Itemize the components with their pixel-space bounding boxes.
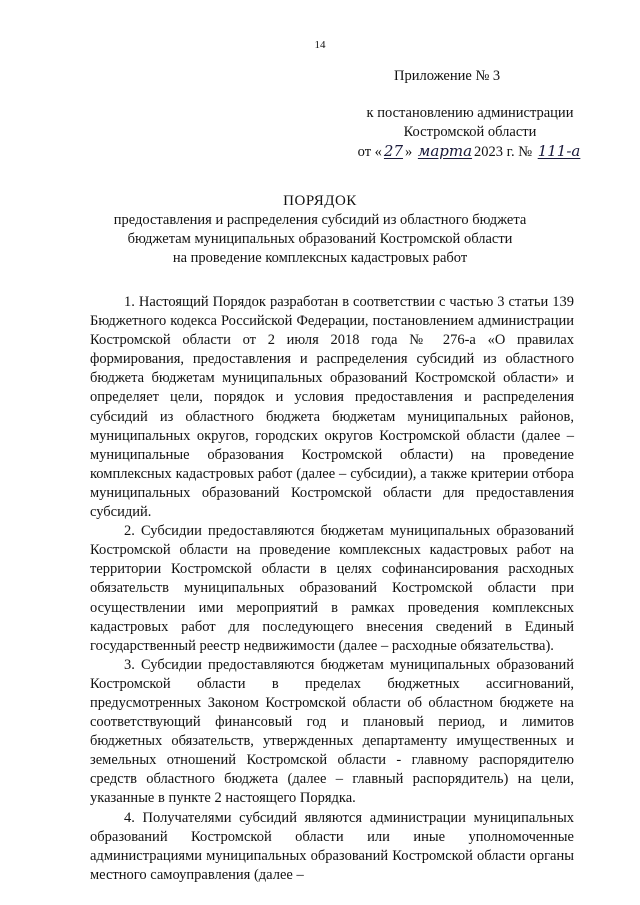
document-subtitle-line-2: бюджетам муниципальных образований Костромской области [127, 231, 513, 247]
document-title-block [0, 191, 640, 268]
date-quote-close: » [405, 144, 413, 160]
resolution-line-1: к постановлению администрации [366, 105, 574, 121]
document-subtitle-line-1: предоставления и распределения субсидий из областного бюджета [113, 212, 527, 228]
paragraph-1: 1. Настоящий Порядок разработан в соответствии с частью 3 статьи 139 Бюджетного кодекса Российской Федерации, постановлением администрации Костромской области от 2 июля 2018 года № 276-а «О правилах формирования, предоставления и распределения субсидий из областного бюджета бюджетам муниципальных образований Костромской области» и определяет цели, порядок и условия предоставления и распределения субсидий из областного бюджета бюджетам муниципальных районов, муниципальных округов, городских округов Костромской области (далее – муниципальные образования Костромской области) на проведение комплексных кадастровых работ (далее – субсидии), а также критерии отбора муниципальных образований Костромской области для предоставления субсидий. [90, 294, 574, 521]
paragraph-4: 4. Получателями субсидий являются администрации муниципальных образований Костромской области или иные уполномоченные администрациями муниципальных образований Костромской области органы местного самоуправления (далее – [90, 809, 574, 883]
handwritten-doc-number: 111-а [537, 142, 581, 160]
document-subtitle-line-3: на проведение комплексных кадастровых работ [172, 250, 468, 266]
resolution-line-2: Костромской области [403, 124, 537, 140]
handwritten-month: марта [417, 142, 473, 160]
page-number: 14 [314, 39, 326, 51]
date-year: 2023 г. № [474, 144, 533, 160]
resolution-reference [340, 104, 600, 162]
paragraph-2: 2. Субсидии предоставляются бюджетам муниципальных образований Костромской области на проведение комплексных кадастровых работ на территории Костромской области в целях софинансирования расходных обязательств муниципальных образований Костромской области при осуществлении ими мероприятий в рамках проведения комплексных кадастровых работ для последующего внесения сведений в Единый государственный реестр недвижимости (далее – расходные обязательства). [90, 523, 574, 654]
document-body [90, 293, 574, 885]
paragraph-3: 3. Субсидии предоставляются бюджетам муниципальных образований Костромской области в пределах бюджетных ассигнований, предусмотренных Законом Костромской области об областном бюджете на соответствующий финансовый год и плановый период, и лимитов бюджетных обязательств, утвержденных департаменту имущественных и земельных отношений Костромской области - главному распорядителю средств областного бюджета (далее – главный распорядитель) на цели, указанные в пункте 2 настоящего Порядка. [90, 656, 574, 807]
document-title: ПОРЯДОК [283, 193, 357, 209]
handwritten-day: 27 [383, 142, 404, 160]
date-prefix: от « [357, 144, 382, 160]
appendix-label: Приложение № 3 [394, 68, 501, 84]
resolution-date-line [340, 142, 600, 162]
